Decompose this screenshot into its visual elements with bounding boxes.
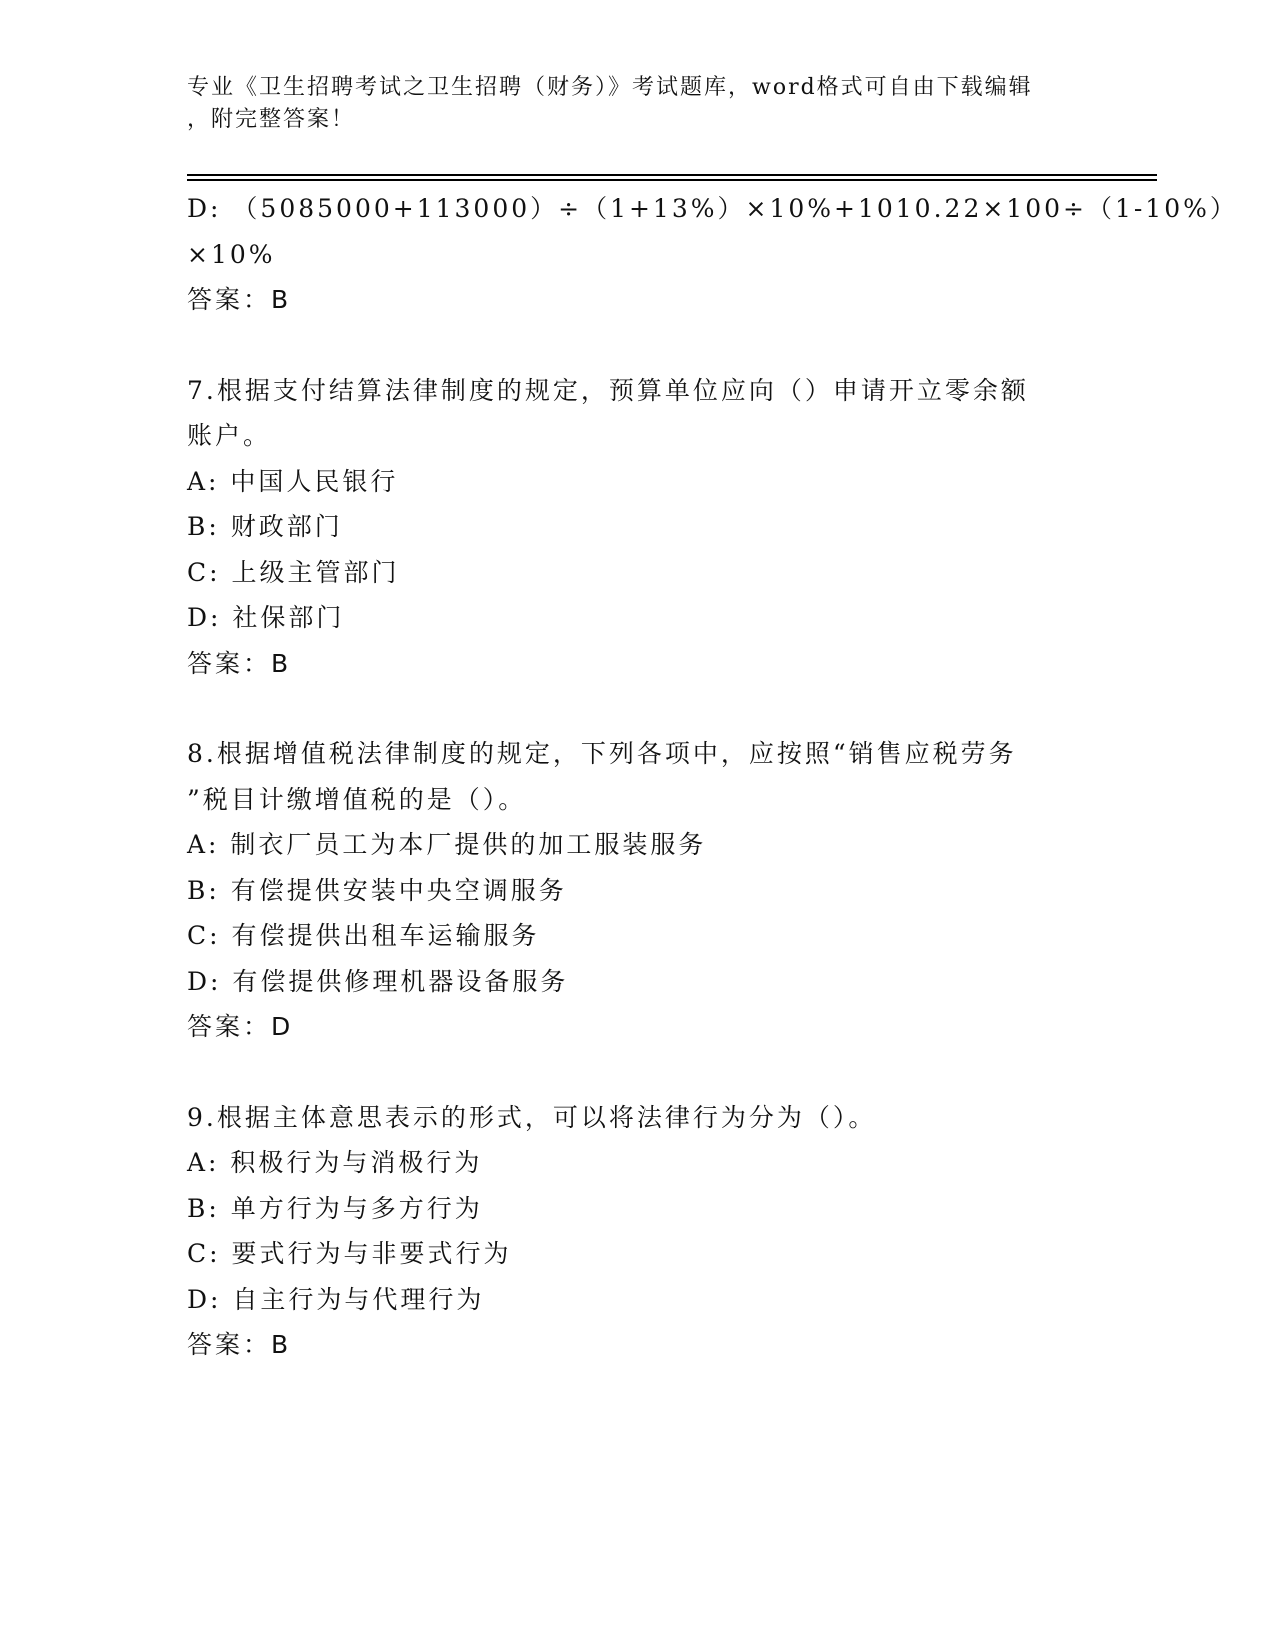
option-d: D: 社保部门: [187, 603, 345, 632]
answer: 答案：D: [187, 1012, 294, 1041]
question-8: [187, 731, 1067, 1050]
question-9: [187, 1095, 1067, 1368]
document-header: 专业《卫生招聘考试之卫生招聘（财务）》考试题库，word格式可自由下载编辑 ，附完整答案！: [187, 75, 1033, 132]
question-stem: 9.根据主体意思表示的形式，可以将法律行为分为（）。: [187, 1102, 877, 1132]
header-rule-bottom: [187, 179, 1157, 181]
option-b: B: 财政部门: [187, 512, 343, 541]
header-rule-top: [187, 174, 1157, 176]
question-stem-continued: ”税目计缴增值税的是（）。: [187, 784, 527, 814]
option-c: C: 要式行为与非要式行为: [187, 1239, 512, 1268]
option-c: C: 上级主管部门: [187, 557, 400, 587]
answer: 答案：B: [187, 1330, 292, 1359]
option-a: A: 中国人民银行: [187, 466, 399, 496]
option-d: D: 自主行为与代理行为: [187, 1284, 485, 1314]
option-d: D: 有偿提供修理机器设备服务: [187, 966, 569, 996]
question-stem: 7.根据支付结算法律制度的规定，预算单位应向（）申请开立零余额: [187, 375, 1029, 405]
question-list: [187, 186, 1238, 1368]
option-c: C: 有偿提供出租车运输服务: [187, 921, 540, 950]
question-stem: 8.根据增值税法律制度的规定，下列各项中，应按照“销售应税劳务: [187, 739, 1017, 768]
question-stem-continued: 账户。: [187, 421, 272, 450]
option-a: A: 制衣厂员工为本厂提供的加工服装服务: [187, 830, 707, 859]
option-a: A: 积极行为与消极行为: [187, 1148, 483, 1177]
answer: 答案：B: [187, 285, 292, 314]
option-d-continued: ×10%: [187, 239, 276, 269]
option-b: B: 单方行为与多方行为: [187, 1193, 483, 1223]
option-d: D: （5085000+113000）÷（1+13%）×10%+1010.22×100÷（1-10%）: [187, 194, 1238, 223]
question-7: [187, 368, 1067, 687]
option-b: B: 有偿提供安装中央空调服务: [187, 875, 567, 905]
question-6: [187, 186, 1238, 323]
answer: 答案：B: [187, 648, 292, 678]
